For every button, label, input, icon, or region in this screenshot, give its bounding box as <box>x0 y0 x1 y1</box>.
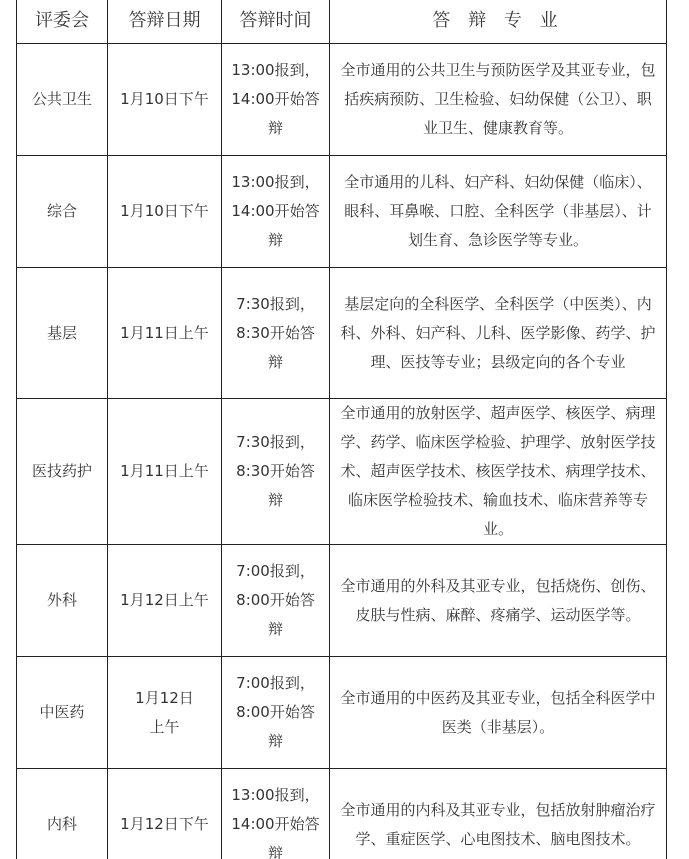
time-cell: 13:00报到， 14:00开始答 辩 <box>222 44 330 156</box>
date-cell: 1月12日下午 <box>108 769 222 859</box>
header-defense-time: 答辩时间 <box>222 0 330 44</box>
table-row <box>17 657 667 769</box>
time-cell: 7:00报到， 8:00开始答 辩 <box>222 545 330 657</box>
table-row <box>17 44 667 156</box>
specialty-cell: 全市通用的中医药及其亚专业，包括全科医学中医类（非基层）。 <box>330 657 667 769</box>
table-row <box>17 156 667 268</box>
time-cell: 13:00报到， 14:00开始答 辩 <box>222 156 330 268</box>
date-cell: 1月12日上午 <box>108 545 222 657</box>
table-row <box>17 545 667 657</box>
time-cell: 7:30报到， 8:30开始答 辩 <box>222 399 330 545</box>
table-row <box>17 268 667 399</box>
defense-schedule-table <box>16 0 667 859</box>
committee-cell: 医技药护 <box>17 399 108 545</box>
time-cell: 13:00报到， 14:00开始答 辩 <box>222 769 330 859</box>
committee-cell: 基层 <box>17 268 108 399</box>
table-header-row <box>17 0 667 44</box>
date-cell: 1月12日 上午 <box>108 657 222 769</box>
committee-cell: 内科 <box>17 769 108 859</box>
date-cell: 1月11日上午 <box>108 268 222 399</box>
date-cell: 1月11日上午 <box>108 399 222 545</box>
header-defense-specialty: 答 辩 专 业 <box>330 0 667 44</box>
table-row <box>17 769 667 859</box>
time-cell: 7:30报到， 8:30开始答 辩 <box>222 268 330 399</box>
date-cell: 1月10日下午 <box>108 44 222 156</box>
specialty-cell: 全市通用的公共卫生与预防医学及其亚专业，包括疾病预防、卫生检验、妇幼保健（公卫）、职业卫生、健康教育等。 <box>330 44 667 156</box>
committee-cell: 中医药 <box>17 657 108 769</box>
committee-cell: 外科 <box>17 545 108 657</box>
header-committee: 评委会 <box>17 0 108 44</box>
specialty-cell: 全市通用的外科及其亚专业，包括烧伤、创伤、皮肤与性病、麻醉、疼痛学、运动医学等。 <box>330 545 667 657</box>
specialty-cell: 全市通用的内科及其亚专业，包括放射肿瘤治疗学、重症医学、心电图技术、脑电图技术。 <box>330 769 667 859</box>
time-cell: 7:00报到， 8:00开始答 辩 <box>222 657 330 769</box>
date-cell: 1月10日下午 <box>108 156 222 268</box>
specialty-cell: 全市通用的放射医学、超声医学、核医学、病理学、药学、临床医学检验、护理学、放射医学技术、超声医学技术、核医学技术、病理学技术、临床医学检验技术、输血技术、临床营养等专业。 <box>330 399 667 545</box>
header-defense-date: 答辩日期 <box>108 0 222 44</box>
table-row <box>17 399 667 545</box>
committee-cell: 公共卫生 <box>17 44 108 156</box>
specialty-cell: 全市通用的儿科、妇产科、妇幼保健（临床）、眼科、耳鼻喉、口腔、全科医学（非基层）、计划生育、急诊医学等专业。 <box>330 156 667 268</box>
specialty-cell: 基层定向的全科医学、全科医学（中医类）、内科、外科、妇产科、儿科、医学影像、药学、护理、医技等专业；县级定向的各个专业 <box>330 268 667 399</box>
committee-cell: 综合 <box>17 156 108 268</box>
